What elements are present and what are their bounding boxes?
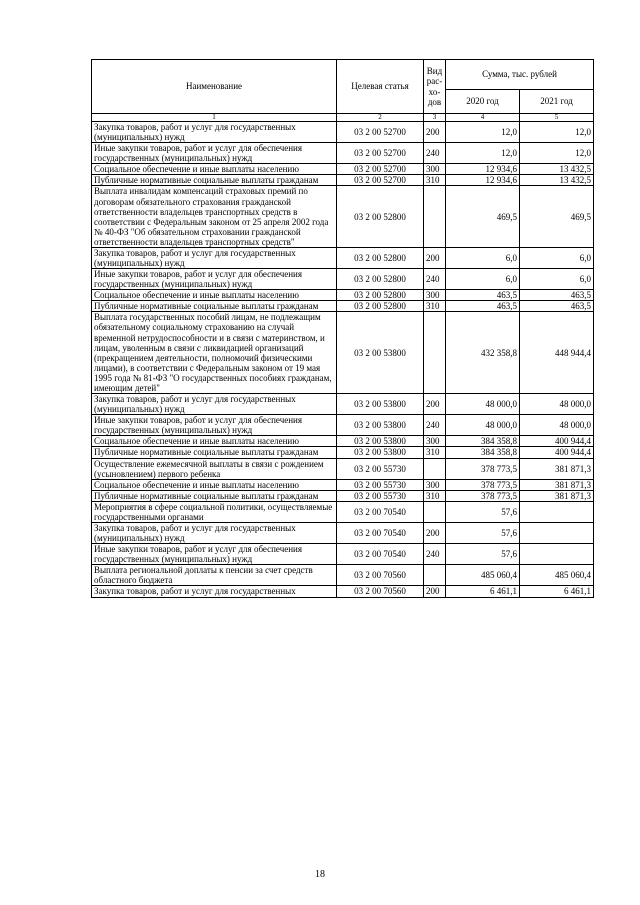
cell-y2020: 432 358,8	[446, 312, 520, 394]
cell-kind	[424, 186, 446, 247]
cell-y2020: 378 773,5	[446, 458, 520, 479]
cell-name: Закупка товаров, работ и услуг для государственных (муниципальных) нужд	[92, 394, 337, 415]
cell-y2021: 381 871,3	[520, 479, 594, 490]
cell-code: 03 2 00 55730	[337, 490, 424, 501]
cell-name: Публичные нормативные социальные выплаты гражданам	[92, 447, 337, 458]
cell-y2021: 48 000,0	[520, 415, 594, 436]
cell-y2021: 6 461,1	[520, 586, 594, 597]
cell-y2020: 6,0	[446, 247, 520, 268]
cell-y2021: 469,5	[520, 186, 594, 247]
cell-y2020: 6 461,1	[446, 586, 520, 597]
column-index: 1	[92, 114, 337, 122]
cell-y2020: 12,0	[446, 143, 520, 164]
cell-y2020: 485 060,4	[446, 565, 520, 586]
cell-kind: 300	[424, 164, 446, 175]
cell-y2020: 48 000,0	[446, 415, 520, 436]
cell-y2020: 12 934,6	[446, 164, 520, 175]
cell-y2021: 400 944,4	[520, 436, 594, 447]
cell-y2020: 463,5	[446, 301, 520, 312]
cell-name: Социальное обеспечение и иные выплаты населению	[92, 479, 337, 490]
cell-kind	[424, 565, 446, 586]
cell-name: Иные закупки товаров, работ и услуг для обеспечения государственных (муниципальных) нужд	[92, 544, 337, 565]
cell-y2021: 463,5	[520, 290, 594, 301]
cell-y2021: 6,0	[520, 269, 594, 290]
cell-kind: 240	[424, 143, 446, 164]
cell-code: 03 2 00 53800	[337, 415, 424, 436]
cell-kind: 310	[424, 175, 446, 186]
cell-name: Социальное обеспечение и иные выплаты населению	[92, 290, 337, 301]
cell-name: Закупка товаров, работ и услуг для государственных (муниципальных) нужд	[92, 122, 337, 143]
table-row	[92, 164, 594, 175]
cell-y2020: 6,0	[446, 269, 520, 290]
cell-kind: 200	[424, 522, 446, 543]
cell-code: 03 2 00 70560	[337, 586, 424, 597]
cell-kind: 310	[424, 447, 446, 458]
column-index: 5	[520, 114, 594, 122]
cell-y2021: 485 060,4	[520, 565, 594, 586]
budget-table	[91, 59, 594, 598]
cell-code: 03 2 00 52800	[337, 290, 424, 301]
table-row	[92, 415, 594, 436]
cell-code: 03 2 00 52700	[337, 122, 424, 143]
table-row	[92, 586, 594, 597]
cell-y2020: 378 773,5	[446, 490, 520, 501]
cell-y2021: 13 432,5	[520, 175, 594, 186]
cell-code: 03 2 00 53800	[337, 436, 424, 447]
cell-y2021: 13 432,5	[520, 164, 594, 175]
table-row	[92, 479, 594, 490]
table-row	[92, 143, 594, 164]
cell-code: 03 2 00 53800	[337, 394, 424, 415]
cell-name: Мероприятия в сфере социальной политики, осуществляемые государственными органами	[92, 501, 337, 522]
header-year-2021: 2021 год	[520, 90, 594, 114]
cell-name: Иные закупки товаров, работ и услуг для обеспечения государственных (муниципальных) нужд	[92, 143, 337, 164]
cell-kind	[424, 312, 446, 394]
cell-kind: 310	[424, 490, 446, 501]
cell-y2021: 48 000,0	[520, 394, 594, 415]
cell-kind: 200	[424, 394, 446, 415]
table-row	[92, 544, 594, 565]
cell-code: 03 2 00 52700	[337, 175, 424, 186]
table-row	[92, 122, 594, 143]
cell-kind: 310	[424, 301, 446, 312]
cell-code: 03 2 00 70540	[337, 501, 424, 522]
table-row	[92, 522, 594, 543]
page-number: 18	[315, 869, 325, 880]
cell-name: Выплата региональной доплаты к пенсии за счет средств областного бюджета	[92, 565, 337, 586]
cell-name: Закупка товаров, работ и услуг для государственных	[92, 586, 337, 597]
cell-kind: 300	[424, 479, 446, 490]
cell-y2020: 378 773,5	[446, 479, 520, 490]
table-row	[92, 565, 594, 586]
cell-name: Публичные нормативные социальные выплаты гражданам	[92, 490, 337, 501]
cell-kind: 240	[424, 415, 446, 436]
table-row	[92, 501, 594, 522]
table-row	[92, 301, 594, 312]
cell-y2021: 381 871,3	[520, 490, 594, 501]
cell-y2020: 57,6	[446, 501, 520, 522]
cell-code: 03 2 00 70540	[337, 522, 424, 543]
table-row	[92, 394, 594, 415]
table-row	[92, 175, 594, 186]
cell-kind	[424, 458, 446, 479]
table-row	[92, 458, 594, 479]
cell-kind	[424, 501, 446, 522]
cell-y2021: 12,0	[520, 122, 594, 143]
cell-y2021	[520, 522, 594, 543]
cell-y2020: 57,6	[446, 522, 520, 543]
cell-code: 03 2 00 53800	[337, 447, 424, 458]
cell-name: Публичные нормативные социальные выплаты гражданам	[92, 175, 337, 186]
cell-code: 03 2 00 70560	[337, 565, 424, 586]
cell-y2021: 381 871,3	[520, 458, 594, 479]
cell-y2020: 48 000,0	[446, 394, 520, 415]
cell-kind: 200	[424, 122, 446, 143]
header-kind: Вид рас-хо-дов	[424, 60, 446, 114]
cell-name: Закупка товаров, работ и услуг для государственных (муниципальных) нужд	[92, 522, 337, 543]
cell-y2021: 448 944,4	[520, 312, 594, 394]
cell-name: Социальное обеспечение и иные выплаты населению	[92, 164, 337, 175]
cell-code: 03 2 00 52800	[337, 301, 424, 312]
cell-y2021	[520, 501, 594, 522]
cell-y2021: 463,5	[520, 301, 594, 312]
column-index: 4	[446, 114, 520, 122]
cell-y2021: 12,0	[520, 143, 594, 164]
header-sum: Сумма, тыс. рублей	[446, 60, 594, 90]
cell-y2020: 12 934,6	[446, 175, 520, 186]
cell-y2021: 6,0	[520, 247, 594, 268]
table-row	[92, 436, 594, 447]
cell-code: 03 2 00 55730	[337, 458, 424, 479]
cell-kind: 300	[424, 436, 446, 447]
cell-code: 03 2 00 52700	[337, 164, 424, 175]
cell-code: 03 2 00 53800	[337, 312, 424, 394]
cell-code: 03 2 00 55730	[337, 479, 424, 490]
cell-kind: 200	[424, 586, 446, 597]
header-year-2020: 2020 год	[446, 90, 520, 114]
cell-y2020: 384 358,8	[446, 447, 520, 458]
cell-name: Иные закупки товаров, работ и услуг для обеспечения государственных (муниципальных) нужд	[92, 269, 337, 290]
column-index-row	[92, 114, 594, 122]
cell-code: 03 2 00 52700	[337, 143, 424, 164]
cell-y2021	[520, 544, 594, 565]
cell-code: 03 2 00 52800	[337, 186, 424, 247]
cell-code: 03 2 00 70540	[337, 544, 424, 565]
cell-y2020: 463,5	[446, 290, 520, 301]
cell-y2020: 469,5	[446, 186, 520, 247]
cell-kind: 240	[424, 269, 446, 290]
cell-y2020: 57,6	[446, 544, 520, 565]
header-target: Целевая статья	[337, 60, 424, 114]
cell-name: Закупка товаров, работ и услуг для государственных (муниципальных) нужд	[92, 247, 337, 268]
table-row	[92, 447, 594, 458]
column-index: 3	[424, 114, 446, 122]
cell-code: 03 2 00 52800	[337, 269, 424, 290]
cell-name: Осуществление ежемесячной выплаты в связи с рождением (усыновлением) первого ребенка	[92, 458, 337, 479]
cell-name: Публичные нормативные социальные выплаты гражданам	[92, 301, 337, 312]
header-name: Наименование	[92, 60, 337, 114]
cell-code: 03 2 00 52800	[337, 247, 424, 268]
table-row	[92, 490, 594, 501]
cell-name: Социальное обеспечение и иные выплаты населению	[92, 436, 337, 447]
cell-name: Выплата государственных пособий лицам, не подлежащим обязательному социальному страхованию на случай временной нетрудоспособности и в связи с материнством, и лицам, уволенным в связи с ликвидацией организаций (прекращением деятельности, полномочий физическими лицами), в соответствии с Федеральным законом от 19 мая 1995 года № 81-ФЗ "О государственных пособиях гражданам, имеющим детей"	[92, 312, 337, 394]
cell-name: Выплата инвалидам компенсаций страховых премий по договорам обязательного страхования гражданской ответственности владельцев транспортных средств в соответствии с Федеральным законом от 25 апреля 2002 года № 40-ФЗ "Об обязательном страховании гражданской ответственности владельцев транспортных средств"	[92, 186, 337, 247]
cell-y2020: 12,0	[446, 122, 520, 143]
cell-kind: 200	[424, 247, 446, 268]
cell-y2020: 384 358,8	[446, 436, 520, 447]
cell-kind: 240	[424, 544, 446, 565]
cell-y2021: 400 944,4	[520, 447, 594, 458]
table-row	[92, 312, 594, 394]
table-row	[92, 186, 594, 247]
table-row	[92, 247, 594, 268]
column-index: 2	[337, 114, 424, 122]
table-row	[92, 269, 594, 290]
cell-name: Иные закупки товаров, работ и услуг для обеспечения государственных (муниципальных) нужд	[92, 415, 337, 436]
table-row	[92, 290, 594, 301]
cell-kind: 300	[424, 290, 446, 301]
